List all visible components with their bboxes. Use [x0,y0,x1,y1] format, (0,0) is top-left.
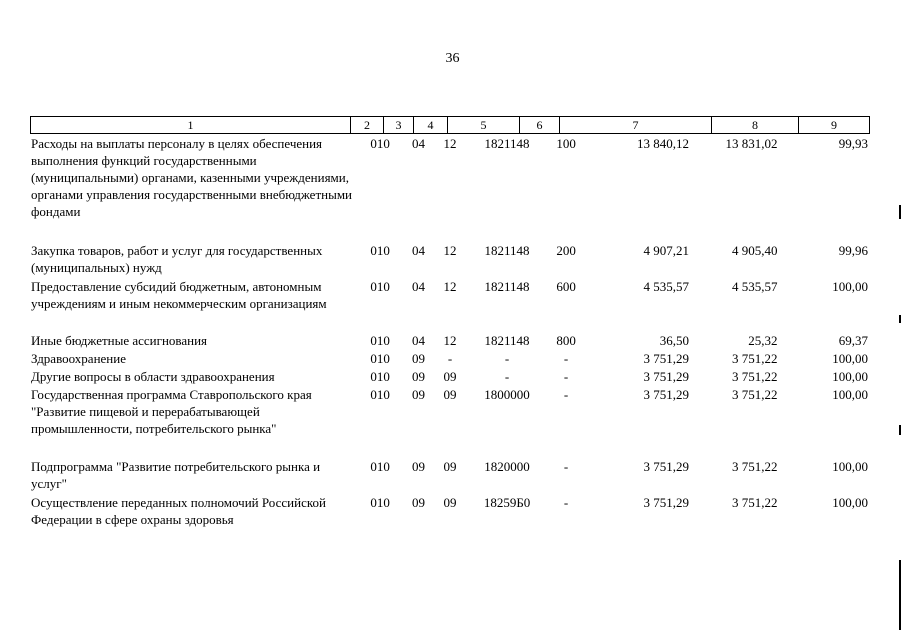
row-name: Иные бюджетные ассигнования [31,333,208,348]
row-col4: 09 [443,495,457,510]
row-col9: 99,93 [838,136,868,151]
page-number: 36 [445,51,460,66]
row-col7: 3 751,29 [643,459,689,474]
row-col3: 09 [412,369,426,384]
column-header-2: 2 [351,117,384,133]
row-col3: 04 [412,333,426,348]
row-col3: 04 [412,243,426,258]
row-name: Подпрограмма "Развитие потребительского рынка и услуг" [31,459,321,491]
row-col6: - [563,351,569,366]
row-col6: - [563,495,569,510]
row-col7: 3 751,29 [643,495,689,510]
row-col8: 3 751,22 [732,495,778,510]
table-row [31,350,868,368]
column-header-6: 6 [520,117,560,133]
table-row [31,386,868,458]
row-name: Другие вопросы в области здравоохранения [31,369,275,384]
row-col7: 4 535,57 [643,279,689,294]
column-header-1: 1 [31,117,351,133]
table-row [31,135,868,242]
row-col2: 010 [370,243,390,258]
row-col2: 010 [370,459,390,474]
row-col5: 18259Б0 [483,495,531,510]
row-col4: 12 [443,333,457,348]
row-col8: 4 535,57 [732,279,778,294]
row-col7: 3 751,29 [643,369,689,384]
row-col6: - [563,369,569,384]
row-col7: 36,50 [659,333,689,348]
column-header-3: 3 [384,117,414,133]
row-col5: - [504,351,510,366]
row-col8: 4 905,40 [732,243,778,258]
row-col4: 12 [443,279,457,294]
column-header-7: 7 [560,117,712,133]
row-col5: 1820000 [484,459,530,474]
row-col5: - [504,369,510,384]
column-header-9: 9 [831,118,837,132]
row-col2: 010 [370,351,390,366]
row-col8: 25,32 [748,333,778,348]
table-row [31,458,868,494]
row-col9: 69,37 [838,333,868,348]
row-col6: 600 [556,279,576,294]
row-col4: - [447,351,453,366]
row-col2: 010 [370,333,390,348]
row-col8: 3 751,22 [732,369,778,384]
row-col9: 100,00 [832,369,868,384]
row-col6: - [563,387,569,402]
row-col8: 13 831,02 [725,136,778,151]
row-col7: 4 907,21 [643,243,689,258]
row-col8: 3 751,22 [732,351,778,366]
row-col3: 09 [412,459,426,474]
row-col5: 1821148 [484,243,530,258]
table-row [31,278,868,332]
row-col2: 010 [370,495,390,510]
row-col7: 3 751,29 [643,351,689,366]
row-col2: 010 [370,369,390,384]
row-name: Закупка товаров, работ и услуг для государственных (муниципальных) нужд [31,243,323,275]
table-row [31,494,868,530]
row-col9: 100,00 [832,459,868,474]
row-col7: 3 751,29 [643,387,689,402]
row-col6: 800 [556,333,576,348]
row-col3: 09 [412,495,426,510]
row-name: Предоставление субсидий бюджетным, автономным учреждениям и иным некоммерческим организациям [31,279,327,311]
row-col5: 1800000 [484,387,530,402]
row-col2: 010 [370,279,390,294]
scan-edge-mark [899,205,901,219]
row-col6: - [563,459,569,474]
row-col5: 1821148 [484,279,530,294]
table-row [31,368,868,386]
row-col9: 100,00 [832,351,868,366]
row-col3: 04 [412,279,426,294]
row-col6: 200 [556,243,576,258]
column-header-4: 4 [414,117,448,133]
row-col4: 09 [443,459,457,474]
row-col9: 100,00 [832,495,868,510]
column-header-8: 8 [712,117,799,133]
row-col7: 13 840,12 [637,136,689,151]
row-name: Здравоохранение [31,351,126,366]
row-name: Осуществление переданных полномочий Российской Федерации в сфере охраны здоровья [31,495,326,527]
scan-edge-mark [899,425,901,435]
row-col4: 12 [443,243,457,258]
row-col6: 100 [556,136,576,151]
row-col4: 09 [443,369,457,384]
row-col3: 09 [412,351,426,366]
table-row [31,332,868,350]
scan-edge-mark [899,315,901,323]
table-column-header [30,116,870,134]
row-col3: 04 [412,136,426,151]
scan-edge-mark [899,560,901,630]
row-col8: 3 751,22 [732,459,778,474]
row-col3: 09 [412,387,426,402]
row-name: Расходы на выплаты персоналу в целях обеспечения выполнения функций государственными (муниципальными) органами, казенными учреждениями, органами управления государственными внебюджетными фондами [31,136,353,219]
row-name: Государственная программа Ставропольского края "Развитие пищевой и перерабатывающей промышленности, потребительского рынка" [31,387,312,436]
budget-table-body [31,135,868,530]
table-row [31,242,868,278]
row-col4: 09 [443,387,457,402]
row-col9: 100,00 [832,387,868,402]
column-header-5: 5 [448,117,520,133]
row-col9: 99,96 [838,243,868,258]
row-col8: 3 751,22 [732,387,778,402]
row-col2: 010 [370,136,390,151]
row-col5: 1821148 [484,136,530,151]
row-col2: 010 [370,387,390,402]
row-col5: 1821148 [484,333,530,348]
row-col9: 100,00 [832,279,868,294]
row-col4: 12 [443,136,457,151]
